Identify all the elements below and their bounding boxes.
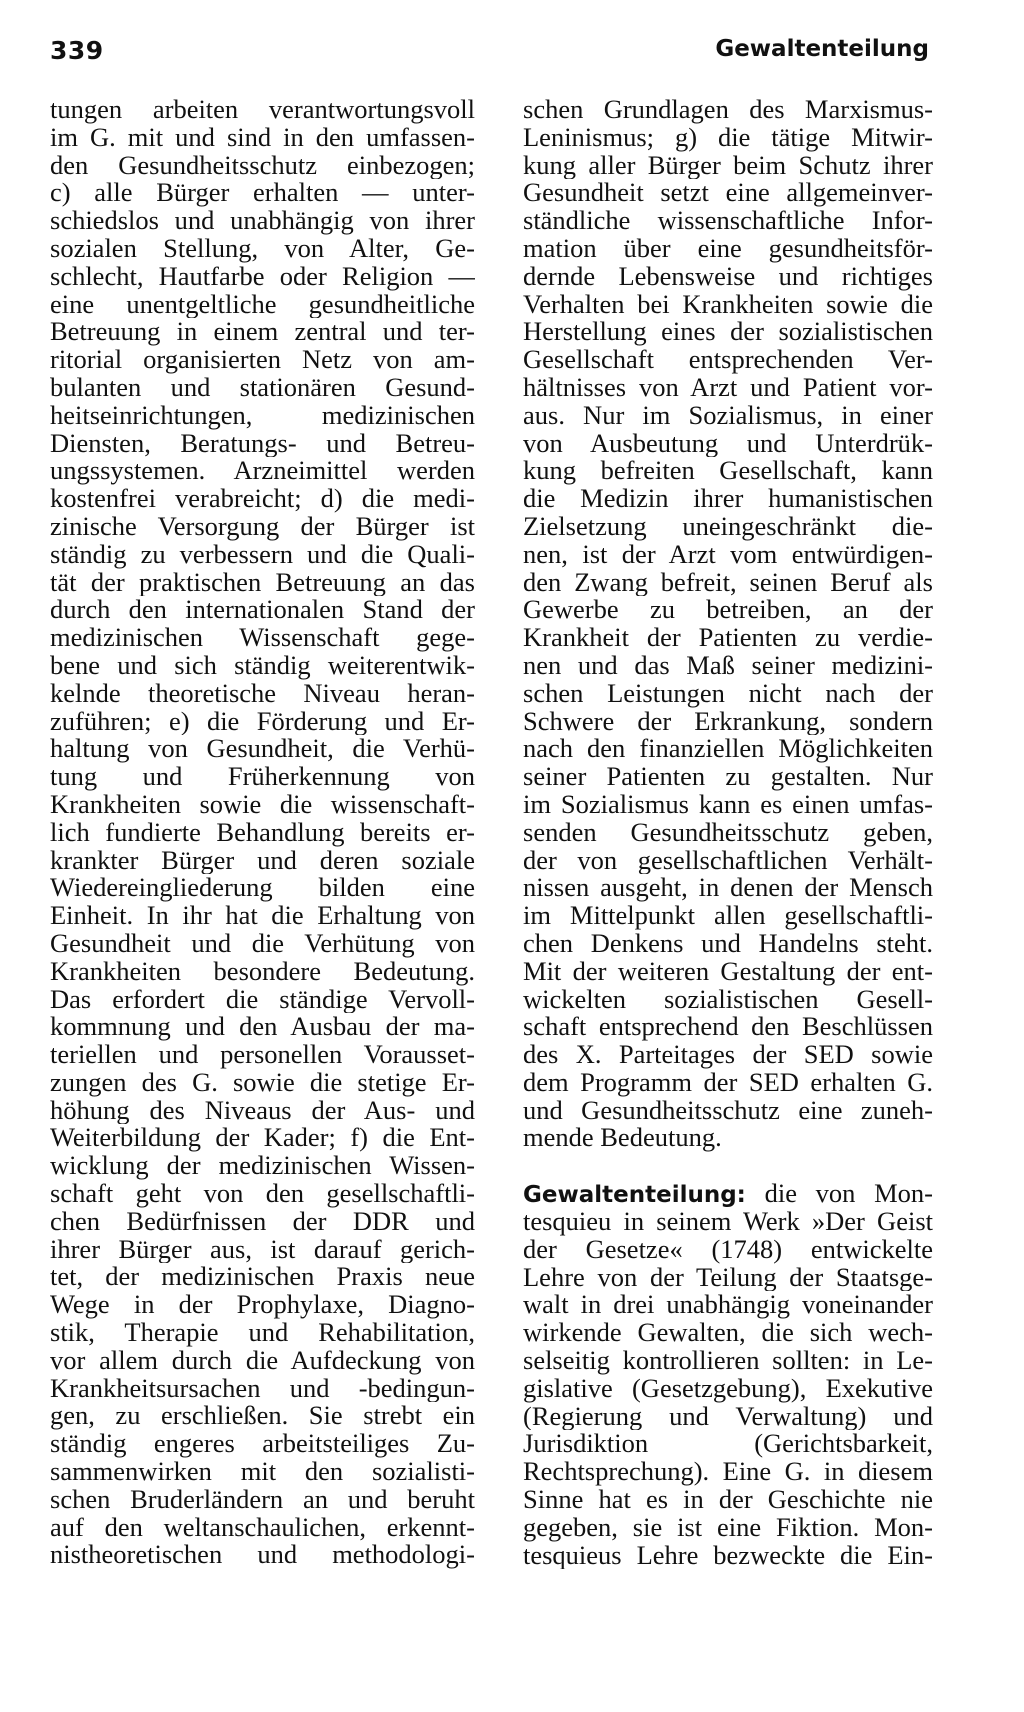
text-line: Weiterbildung der Kader; f) die Ent- — [50, 1124, 475, 1153]
text-line: tung und Früherkennung von — [50, 763, 475, 791]
text-line: wickelten sozialistischen Gesell- — [523, 985, 933, 1014]
text-line: des X. Parteitages der SED sowie — [523, 1041, 933, 1069]
text-line: dem Programm der SED erhalten G. — [523, 1068, 933, 1097]
text-line: höhung des Niveaus der Aus- und — [50, 1096, 475, 1125]
text-line: lich fundierte Behandlung bereits er- — [50, 818, 475, 847]
text-line: gislative (Gesetzgebung), Exekutive — [523, 1374, 933, 1403]
text-line: Mit der weiteren Gestaltung der ent- — [523, 957, 933, 986]
text-line: Gewerbe zu betreiben, an der — [523, 596, 933, 625]
text-line: Krankheitsursachen und -bedingun- — [50, 1374, 475, 1403]
left-column — [50, 96, 475, 1569]
text-line: c) alle Bürger erhalten — unter- — [50, 179, 475, 208]
text-line: tungen arbeiten verantwortungsvoll — [50, 96, 475, 124]
text-line: schen Grundlagen des Marxismus- — [523, 96, 933, 124]
text-line: eine unentgeltliche gesundheitliche — [50, 290, 475, 319]
text-line: ständig zu verbessern und die Quali- — [50, 540, 475, 569]
text-line: wirkende Gewalten, die sich wech- — [523, 1319, 933, 1348]
text-line: mation über eine gesundheitsför- — [523, 234, 933, 263]
text-line: Herstellung eines der sozialistischen — [523, 318, 933, 347]
entry-first-line-text: die von Mon- — [764, 1180, 933, 1209]
text-line: nen und das Maß seiner medizini- — [523, 651, 933, 680]
text-line: Lehre von der Teilung der Staatsge- — [523, 1263, 933, 1292]
text-line: schaft geht von den gesellschaftli- — [50, 1180, 475, 1208]
text-line: im G. mit und sind in den umfassen- — [50, 123, 475, 152]
text-line: gegeben, sie ist eine Fiktion. Mon- — [523, 1513, 933, 1542]
text-line: Sinne hat es in der Geschichte nie — [523, 1486, 933, 1514]
text-line: Rechtsprechung). Eine G. in diesem — [523, 1458, 933, 1487]
text-line: Zielsetzung uneingeschränkt die- — [523, 512, 933, 541]
text-line: Jurisdiktion (Gerichtsbarkeit, — [523, 1430, 933, 1459]
text-line: ihrer Bürger aus, ist darauf gerich- — [50, 1235, 475, 1264]
text-line: nistheoretischen und methodologi- — [50, 1541, 475, 1570]
text-line: tät der praktischen Betreuung an das — [50, 568, 475, 597]
text-line: tet, der medizinischen Praxis neue — [50, 1263, 475, 1292]
text-line: bulanten und stationären Gesund- — [50, 373, 475, 402]
text-line: tesquieus Lehre bezweckte die Ein- — [523, 1541, 933, 1570]
entry-body — [523, 1208, 933, 1569]
text-line: kung befreiten Gesellschaft, kann — [523, 457, 933, 486]
text-line: Gesellschaft entsprechenden Ver- — [523, 346, 933, 374]
text-line: zinische Versorgung der Bürger ist — [50, 512, 475, 541]
text-line: im Mittelpunkt allen gesellschaftli- — [523, 902, 933, 930]
text-line: schen Leistungen nicht nach der — [523, 679, 933, 708]
text-line: durch den internationalen Stand der — [50, 596, 475, 625]
entry-first-line — [523, 1180, 933, 1208]
text-line: chen Denkens und Handelns steht. — [523, 929, 933, 958]
text-line: Das erfordert die ständige Vervoll- — [50, 985, 475, 1014]
text-line: Krankheiten sowie die wissenschaft- — [50, 790, 475, 819]
text-line: schlecht, Hautfarbe oder Religion — — [50, 262, 475, 291]
text-line: Leninismus; g) die tätige Mitwir- — [523, 123, 933, 152]
text-line: bene und sich ständig weiterentwik- — [50, 651, 475, 680]
text-line: Gesundheit und die Verhütung von — [50, 929, 475, 958]
text-line: der von gesellschaftlichen Verhält- — [523, 846, 933, 875]
text-line: kommnung und den Ausbau der ma- — [50, 1013, 475, 1042]
text-line: Wiedereingliederung bilden eine — [50, 874, 475, 903]
text-line: ständig engeres arbeitsteiliges Zu- — [50, 1430, 475, 1459]
text-line: hältnisses von Arzt und Patient vor- — [523, 373, 933, 402]
text-line: heitseinrichtungen, medizinischen — [50, 401, 475, 430]
text-line: die Medizin ihrer humanistischen — [523, 485, 933, 513]
text-line: nissen ausgeht, in denen der Mensch — [523, 874, 933, 903]
text-line: krankter Bürger und deren soziale — [50, 846, 475, 875]
text-line: ritorial organisierten Netz von am- — [50, 346, 475, 374]
text-line: der Gesetze« (1748) entwickelte — [523, 1235, 933, 1264]
text-line: ständliche wissenschaftliche Infor- — [523, 207, 933, 235]
text-line: mende Bedeutung. — [523, 1122, 722, 1153]
entry-separator — [523, 1152, 933, 1180]
text-line: (Regierung und Verwaltung) und — [523, 1402, 933, 1431]
text-line: kostenfrei verabreicht; d) die medi- — [50, 485, 475, 513]
text-line: kelnde theoretische Niveau heran- — [50, 679, 475, 708]
text-line: kung aller Bürger beim Schutz ihrer — [523, 151, 933, 180]
text-line: chen Bedürfnissen der DDR und — [50, 1207, 475, 1236]
text-line: den Zwang befreit, seinen Beruf als — [523, 568, 933, 597]
text-line: Krankheiten besondere Bedeutung. — [50, 957, 475, 986]
text-line: Wege in der Prophylaxe, Diagno- — [50, 1291, 475, 1320]
text-line: seiner Patienten zu gestalten. Nur — [523, 763, 933, 791]
text-line: Verhalten bei Krankheiten sowie die — [523, 290, 933, 319]
text-line: Schwere der Erkrankung, sondern — [523, 707, 933, 736]
text-line: und Gesundheitsschutz eine zuneh- — [523, 1096, 933, 1125]
text-line: schiedslos und unabhängig von ihrer — [50, 207, 475, 235]
text-line: zungen des G. sowie die stetige Er- — [50, 1068, 475, 1097]
text-line: sozialen Stellung, von Alter, Ge- — [50, 234, 475, 263]
running-head: Gewaltenteilung — [715, 36, 929, 62]
text-line: walt in drei unabhängig voneinander — [523, 1291, 933, 1320]
text-line: Einheit. In ihr hat die Erhaltung von — [50, 902, 475, 930]
text-line: tesquieu in seinem Werk »Der Geist — [523, 1208, 933, 1236]
text-line: teriellen und personellen Vorausset- — [50, 1041, 475, 1069]
text-line: im Sozialismus kann es einen umfas- — [523, 790, 933, 819]
text-line: medizinischen Wissenschaft gege- — [50, 624, 475, 652]
entry-headword: Gewaltenteilung: — [523, 1182, 746, 1209]
text-line: aus. Nur im Sozialismus, in einer — [523, 401, 933, 430]
dictionary-entry — [523, 1180, 933, 1569]
text-line: zuführen; e) die Förderung und Er- — [50, 707, 475, 736]
text-line: Gesundheit setzt eine allgemeinver- — [523, 179, 933, 208]
text-line: Betreuung in einem zentral und ter- — [50, 318, 475, 347]
text-line: schen Bruderländern an und beruht — [50, 1485, 475, 1514]
text-line: wicklung der medizinischen Wissen- — [50, 1152, 475, 1181]
right-column-continuation — [523, 96, 933, 1152]
text-line: schaft entsprechend den Beschlüssen — [523, 1013, 933, 1042]
text-line: selseitig kontrollieren sollten: in Le- — [523, 1347, 933, 1375]
text-line: Krankheit der Patienten zu verdie- — [523, 624, 933, 652]
text-line: nach den finanziellen Möglichkeiten — [523, 735, 933, 764]
page-number: 339 — [50, 36, 104, 65]
text-line: dernde Lebensweise und richtiges — [523, 262, 933, 291]
right-column — [523, 96, 933, 1569]
text-line: senden Gesundheitsschutz geben, — [523, 818, 933, 847]
text-line: haltung von Gesundheit, die Verhü- — [50, 735, 475, 764]
text-line: nen, ist der Arzt vom entwürdigen- — [523, 540, 933, 569]
text-line: gen, zu erschließen. Sie strebt ein — [50, 1402, 475, 1431]
text-line: vor allem durch die Aufdeckung von — [50, 1346, 475, 1375]
text-line: von Ausbeutung und Unterdrük- — [523, 429, 933, 458]
text-line: auf den weltanschaulichen, erkennt- — [50, 1513, 475, 1542]
text-line: den Gesundheitsschutz einbezogen; — [50, 151, 475, 180]
text-line: Diensten, Beratungs- und Betreu- — [50, 429, 475, 458]
text-line: ungssystemen. Arzneimittel werden — [50, 457, 475, 486]
text-line: stik, Therapie und Rehabilitation, — [50, 1319, 475, 1347]
text-line: sammenwirken mit den sozialisti- — [50, 1458, 475, 1486]
